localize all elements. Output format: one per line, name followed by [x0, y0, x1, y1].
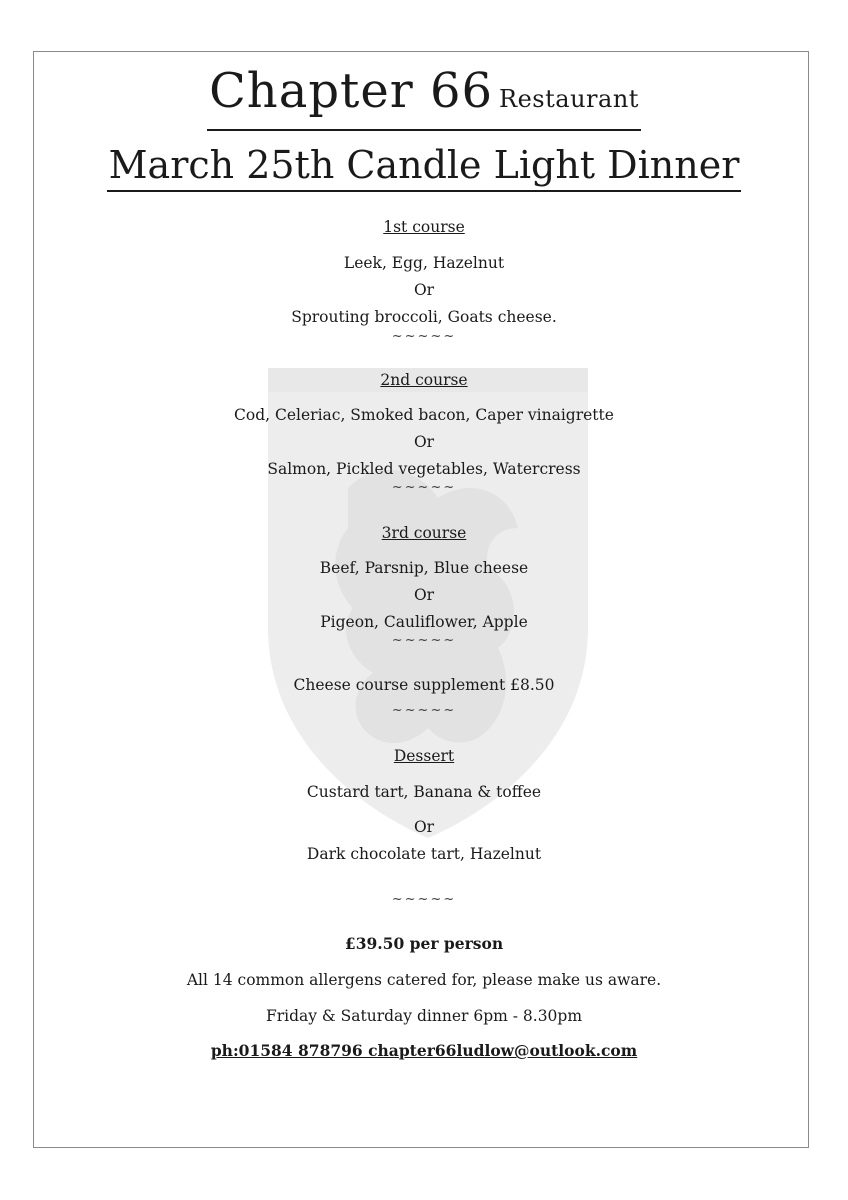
price-per-person: £39.50 per person [344, 934, 504, 953]
third-course-option-2: Pigeon, Cauliflower, Apple [320, 613, 528, 631]
first-course-heading: 1st course [383, 218, 465, 236]
restaurant-suffix: Restaurant [499, 85, 639, 113]
allergen-note: All 14 common allergens catered for, please make us aware. [186, 971, 662, 989]
separator: ~~~~~ [391, 480, 457, 495]
separator: ~~~~~ [391, 633, 457, 648]
restaurant-name: Chapter 66 [209, 63, 494, 119]
second-course-option-1: Cod, Celeriac, Smoked bacon, Caper vinaigrette [234, 406, 614, 424]
restaurant-title [0, 64, 848, 131]
second-course-option-2: Salmon, Pickled vegetables, Watercress [267, 460, 581, 478]
separator: ~~~~~ [391, 892, 457, 907]
dessert-option-2: Dark chocolate tart, Hazelnut [306, 845, 542, 863]
first-course-option-1: Leek, Egg, Hazelnut [343, 254, 505, 272]
contact-details[interactable]: ph:01584 878796 chapter66ludlow@outlook.com [210, 1041, 638, 1060]
separator: ~~~~~ [391, 703, 457, 718]
first-course-option-2: Sprouting broccoli, Goats cheese. [291, 308, 557, 326]
event-title-text: March 25th Candle Light Dinner [107, 140, 742, 192]
event-title [0, 140, 848, 192]
opening-hours: Friday & Saturday dinner 6pm - 8.30pm [265, 1007, 583, 1025]
cheese-supplement: Cheese course supplement £8.50 [293, 676, 555, 694]
third-course-option-1: Beef, Parsnip, Blue cheese [319, 559, 529, 577]
first-course-or: Or [413, 281, 435, 299]
second-course-or: Or [413, 433, 435, 451]
third-course-heading: 3rd course [381, 524, 467, 542]
dessert-option-1: Custard tart, Banana & toffee [306, 783, 542, 801]
dessert-or: Or [413, 818, 435, 836]
separator: ~~~~~ [391, 329, 457, 344]
third-course-or: Or [413, 586, 435, 604]
second-course-heading: 2nd course [380, 371, 468, 389]
dessert-heading: Dessert [393, 747, 455, 765]
